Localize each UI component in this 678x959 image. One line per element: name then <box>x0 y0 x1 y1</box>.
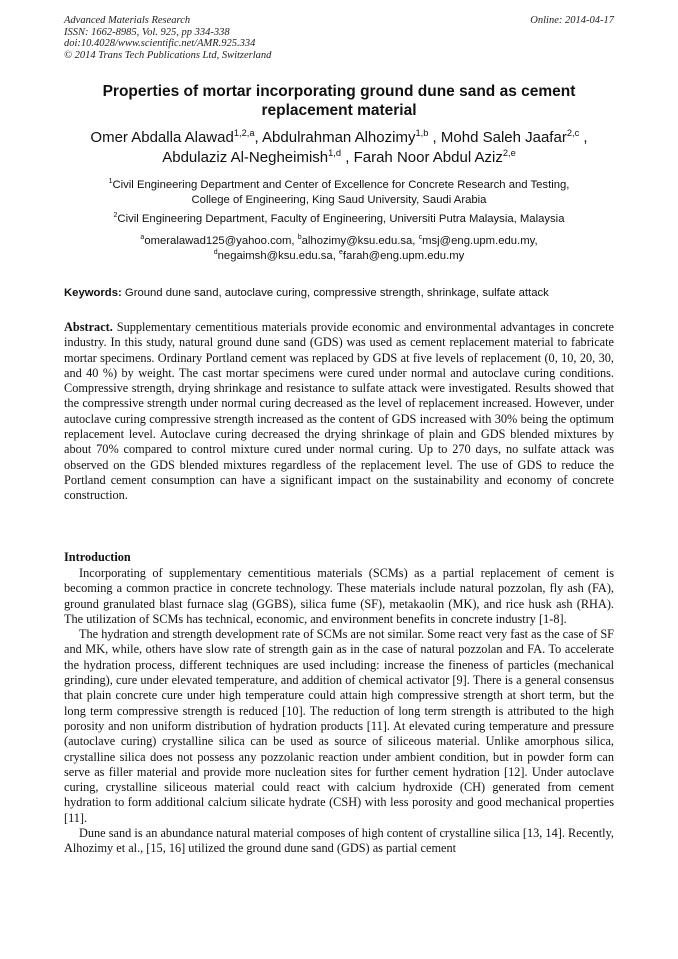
author-name: Abdulrahman Alhozimy <box>262 129 416 146</box>
affiliation-number: 2 <box>113 212 118 220</box>
email-address[interactable]: msj@eng.upm.edu.my, <box>422 235 538 247</box>
author-affiliation-mark: 2,e <box>502 148 516 158</box>
journal-name: Advanced Materials Research <box>64 15 191 26</box>
email-address[interactable]: alhozimy@ksu.edu.sa, <box>301 235 416 247</box>
author-affiliation-mark: 1,d <box>328 148 342 158</box>
author-name: Mohd Saleh Jaafar <box>440 129 567 146</box>
email-mark: c <box>418 234 423 242</box>
paragraph: The hydration and strength development rate of SCMs are not similar. Some react very fast as the case of SF and MK, while, others have slow rate of strength gain as in the case of natural pozzolan and FA. To accelerate the hydration process, different techniques are used including: increase the fineness of particles (mechanical grinding), cure under elevated temperature, and addition of chemical activator [9]. There is a general consensus that plain concrete cure under high temperature could attain high compressive strength at short term, but the long term compressive strength is reduced [10]. The reduction of long term strength is attributed to the high porosity and non uniform distribution of hydration products [11]. At elevated curing temperature and pressure (autoclave curing) crystalline silica can be used as source of siliceous material. Unlike amorphous silica, crystalline silica does not possess any pozzolanic reaction under ambient condition, but in powder form can serve as filler material and provide more nucleation sites for further cement hydration [12]. Under autoclave curing, crystalline siliceous material could react with calcium hydroxide (CH) generated from cement hydration to form additional calcium silicate hydrate (CSH) with less porosity and good mechanical properties [11]. <box>64 627 614 825</box>
author-list: Omer Abdalla Alawad$^{1,2,a}$, Abdulrahman Alhozimy$^{1,b}$ , Mohd Saleh Jaafar$^{2,c}$ , Abdulaziz Al-Negheimish$^{1,d}$ , Farah Noor Abdul Aziz$^{2,e}$ <box>90 128 588 166</box>
email-address[interactable]: omeralawad125@yahoo.com, <box>144 235 295 247</box>
email-mark: e <box>339 248 343 256</box>
abstract-text: Supplementary cementitious materials provide economic and environmental advantages in concrete industry. In this study, natural ground dune sand (GDS) was used as cement replacement material to fabricate mortar specimens. Ordinary Portland cement was replaced by GDS at five levels of replacement (0, 10, 20, 30, and 40 %) by weight. The cast mortar specimens were cured under normal and autoclave curing conditions. Compressive strength, drying shrinkage and resistance to sulfate attack were investigated. Results showed that the compressive strength under normal curing decreased as the level of replacement increased. However, under autoclave curing compressive strength increased as the content of GDS increased with 30% being the optimum replacement level. Autoclave curing decreased the drying shrinkage of plain and GDS blended mixtures by about 70% compared to control mixture cured under normal curing. Up to 270 days, no sulfate attack was observed on the GDS blended mixtures regardless of the replacement level. The use of GDS to reduce the Portland cement consumption can have a significant impact on the sustainability and economy of concrete construction. <box>64 320 615 503</box>
keywords <box>64 286 614 300</box>
affiliation-text: Civil Engineering Department, Faculty of Engineering, Universiti Putra Malaysia, Malaysia <box>117 213 565 225</box>
affiliation-number: 1 <box>108 178 113 186</box>
paper-title: Properties of mortar incorporating ground dune sand as cement replacement material <box>102 83 576 119</box>
author-name: Farah Noor Abdul Aziz <box>353 149 503 166</box>
keywords-text: Ground dune sand, autoclave curing, compressive strength, shrinkage, sulfate attack <box>124 287 549 299</box>
paragraph: Incorporating of supplementary cementitious materials (SCMs) as a partial replacement of cement is becoming a common practice in concrete technology. These materials include natural pozzolan, fly ash (FA), ground granulated blast furnace slag (GGBS), silica fume (SF), metakaolin (MK), and rice husk ash (RHA). The utilization of SCMs has technical, economic, and environment benefits in concrete industry [1-8]. <box>64 566 614 626</box>
paragraph: Dune sand is an abundance natural material composes of high content of crystalline silica [13, 14]. Recently, Alhozimy et al., [15, 16] utilized the ground dune sand (GDS) as partial cement <box>64 826 614 856</box>
email-mark: b <box>297 234 302 242</box>
issn-line: ISSN: 1662-8985, Vol. 925, pp 334-338 <box>64 26 230 38</box>
affiliation-text: Civil Engineering Department and Center of Excellence for Concrete Research and Testing, <box>112 179 570 191</box>
journal-header <box>64 15 271 61</box>
affiliation-text: College of Engineering, King Saud University, Saudi Arabia <box>191 193 487 206</box>
author-affiliation-mark: 1,2,a <box>233 128 255 138</box>
author-affiliation-mark: 1,b <box>415 128 429 138</box>
copyright-line: © 2014 Trans Tech Publications Ltd, Switzerland <box>64 49 272 61</box>
email-address[interactable]: negaimsh@ksu.edu.sa, <box>217 249 336 262</box>
author-name: Abdulaziz Al-Negheimish <box>162 149 329 166</box>
abstract-label: Abstract. <box>64 320 113 334</box>
affiliation-2 <box>64 212 614 227</box>
keywords-label: Keywords: <box>64 287 122 299</box>
email-address[interactable]: farah@eng.upm.edu.my <box>342 249 465 262</box>
doi-line: doi:10.4028/www.scientific.net/AMR.925.334 <box>64 38 256 49</box>
email-list <box>64 234 614 263</box>
affiliation-1 <box>64 178 614 207</box>
email-mark: a <box>140 234 145 242</box>
abstract <box>64 320 614 504</box>
introduction-body <box>64 566 614 857</box>
online-date: Online: 2014-04-17 <box>530 15 614 26</box>
author-name: Omer Abdalla Alawad <box>90 129 234 146</box>
email-mark: d <box>213 248 218 256</box>
section-heading-introduction: Introduction <box>64 550 131 564</box>
author-affiliation-mark: 2,c <box>566 128 580 138</box>
